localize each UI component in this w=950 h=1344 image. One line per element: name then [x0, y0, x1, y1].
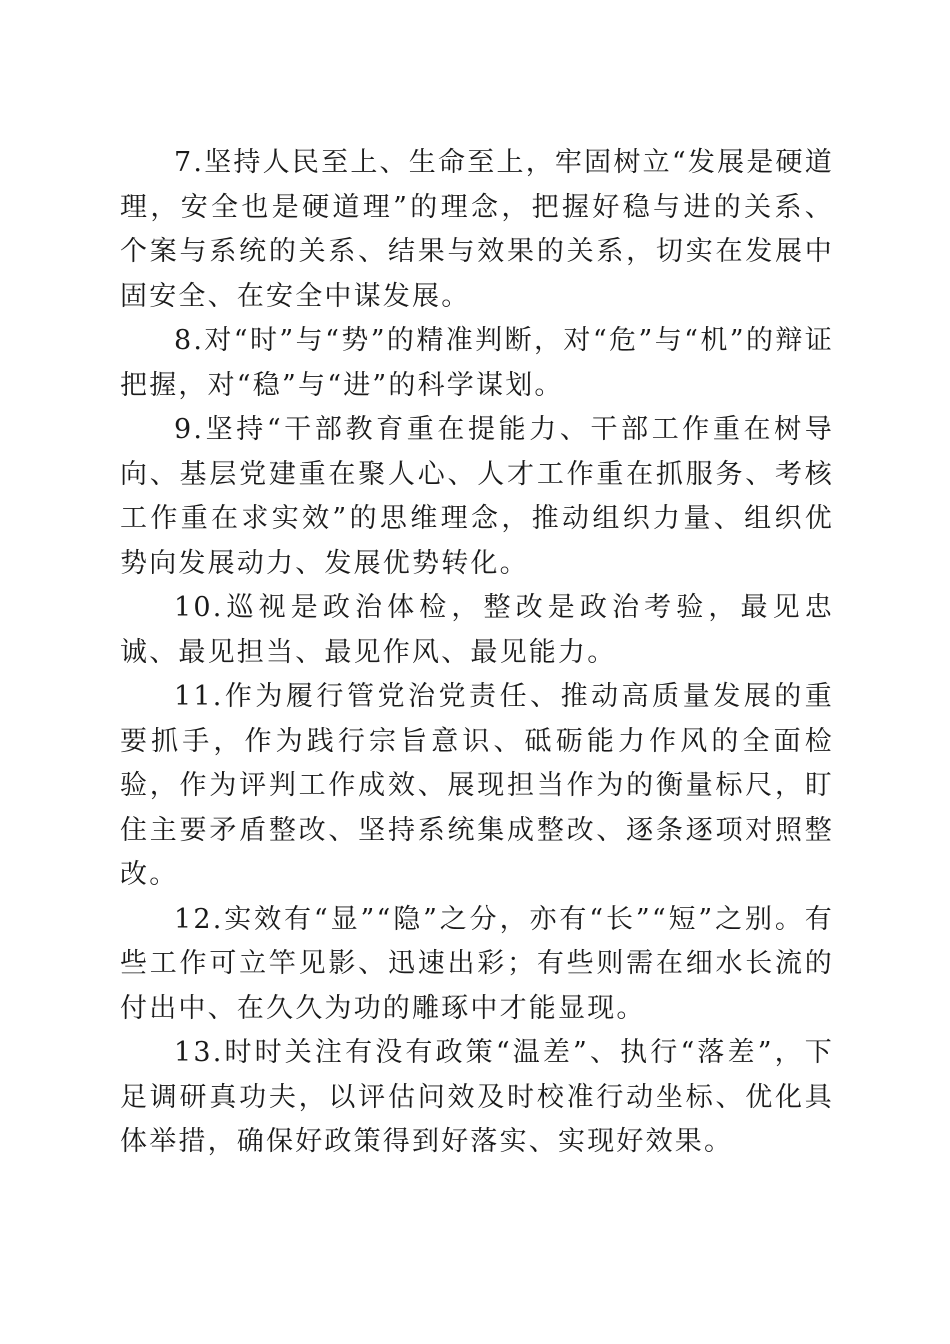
paragraph-13: 13.时时关注有没有政策“温差”、执行“落差”，下足调研真功夫，以评估问效及时校准行动坐标、优化具体举措，确保好政策得到好落实、实现好效果。 — [120, 1037, 834, 1157]
paragraph-12: 12.实效有“显”“隐”之分，亦有“长”“短”之别。有些工作可立竿见影、迅速出彩；有些则需在细水长流的付出中、在久久为功的雕琢中才能显现。 — [120, 903, 834, 1024]
paragraph-8: 8.对“时”与“势”的精准判断，对“危”与“机”的辩证把握，对“稳”与“进”的科学谋划。 — [120, 325, 834, 401]
document-body — [120, 141, 834, 1165]
paragraph-11: 11.作为履行管党治党责任、推动高质量发展的重要抓手，作为践行宗旨意识、砥砺能力作风的全面检验，作为评判工作成效、展现担当作为的衡量标尺，盯住主要矛盾整改、坚持系统集成整改、逐条逐项对照整改。 — [120, 681, 834, 890]
paragraph-9: 9.坚持“干部教育重在提能力、干部工作重在树导向、基层党建重在聚人心、人才工作重在抓服务、考核工作重在求实效”的思维理念，推动组织力量、组织优势向发展动力、发展优势转化。 — [120, 414, 834, 579]
paragraph-7: 7.坚持人民至上、生命至上，牢固树立“发展是硬道理，安全也是硬道理”的理念，把握好稳与进的关系、个案与系统的关系、结果与效果的关系，切实在发展中固安全、在安全中谋发展。 — [120, 147, 834, 312]
paragraph-10: 10.巡视是政治体检，整改是政治考验，最见忠诚、最见担当、最见作风、最见能力。 — [120, 592, 834, 668]
